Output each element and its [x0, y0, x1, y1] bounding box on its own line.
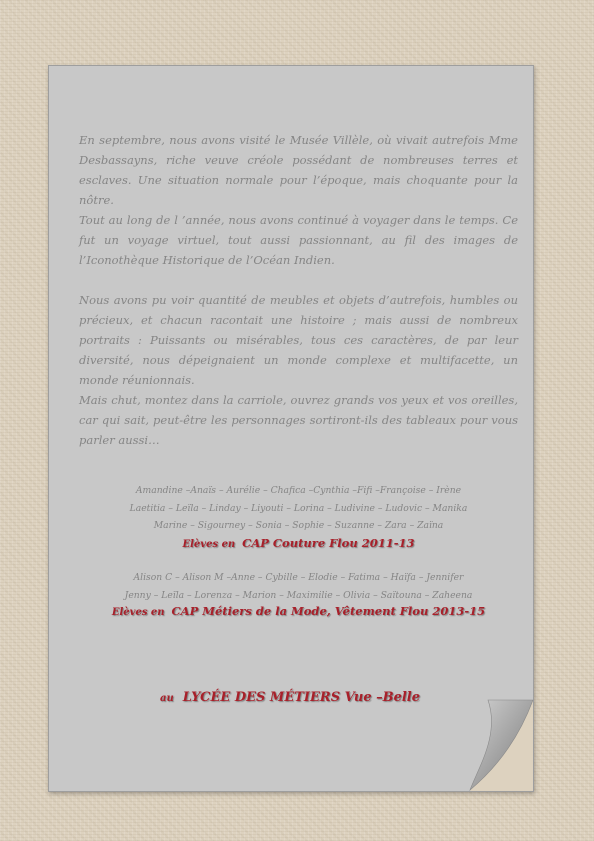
- student-names-line: Alison C – Alison M –Anne – Cybille – Elodie – Fatima – Haïfa – Jennifer: [133, 572, 464, 583]
- class-caption-2: [79, 604, 518, 618]
- class-prefix: Elèves en: [182, 539, 236, 550]
- school-name-line: [48, 690, 532, 705]
- student-names-line: Laetitia – Leïla – Linday – Liyouti – Lorina – Ludivine – Ludovic – Manika: [129, 502, 468, 514]
- class-prefix: Elèves en: [111, 607, 165, 618]
- paragraph-3: Nous avons pu voir quantité de meubles et objets d’autrefois, humbles ou précieux, et chacun racontait une histoire ; mais aussi de nombreux portraits : Puissants ou misérables, tous ces caractères, de par leur diversité, nous dépeignaient un monde complexe et multifacette, un monde réunionnais.: [79, 293, 518, 387]
- class-caption-1: [79, 536, 518, 550]
- school-name: LYCÉE DES MÉTIERS Vue –Belle: [182, 690, 421, 705]
- paragraph-1: En septembre, nous avons visité le Musée Villèle, où vivait autrefois Mme Desbassayns, riche veuve créole possédant de nombreuses terres et esclaves. Une situation normale pour l’époque, mais choquante pour la nôtre.: [79, 133, 518, 207]
- paragraph-2: Tout au long de l ’année, nous avons continué à voyager dans le temps. Ce fut un voyage virtuel, tout aussi passionnant, au fil des images de l’Iconothèque Historique de l’Océan Indien.: [79, 213, 518, 267]
- paragraph-4: Mais chut, montez dans la carriole, ouvrez grands vos yeux et vos oreilles, car qui sait, peut-être les personnages sortiront-ils des tableaux pour vous parler aussi…: [79, 393, 518, 447]
- student-names-line: Marine – Sigourney – Sonia – Sophie – Suzanne – Zara – Zaïna: [153, 520, 444, 531]
- school-prefix: au: [159, 693, 174, 704]
- class-course: CAP Couture Flou 2011-13: [242, 536, 415, 550]
- class-course: CAP Métiers de la Mode, Vêtement Flou 2013-15: [171, 604, 486, 618]
- student-names-line: Amandine –Anaïs – Aurélie – Chafica –Cynthia –Fifi –Françoise – Irène: [135, 485, 462, 496]
- student-names-line: Jenny – Leïla – Lorenza – Marion – Maximilie – Olivia – Saïtouna – Zaheena: [124, 589, 473, 601]
